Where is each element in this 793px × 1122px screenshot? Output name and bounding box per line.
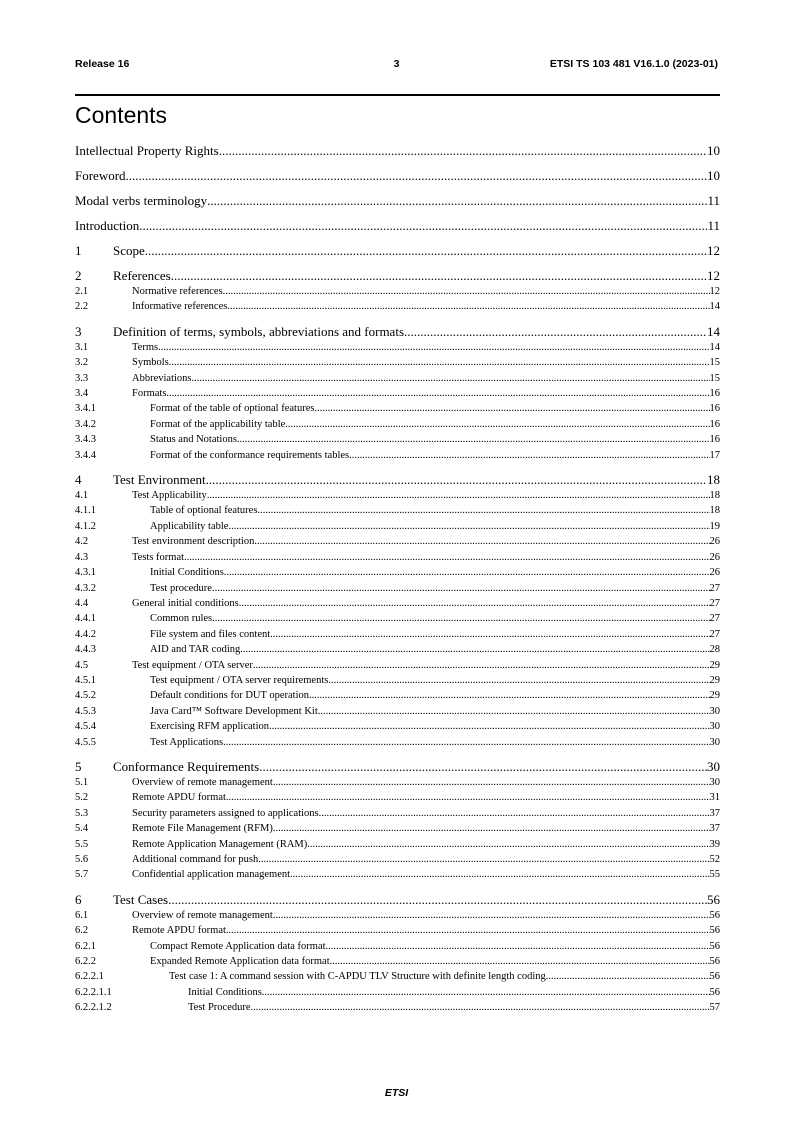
toc-entry-number: 4.1 [75, 490, 89, 502]
toc-leader-dots [319, 806, 710, 821]
table-of-contents [75, 143, 720, 1016]
toc-entry[interactable] [75, 401, 720, 416]
toc-entry-title: Format of the conformance requirements tables [150, 449, 350, 461]
toc-entry-page: 18 [709, 505, 720, 517]
toc-entry-number: 4.5 [75, 659, 89, 671]
toc-entry[interactable] [75, 448, 720, 463]
toc-entry-page: 30 [707, 758, 720, 774]
toc-entry[interactable] [75, 472, 720, 488]
toc-entry-title: General initial conditions [132, 597, 239, 609]
toc-entry-number: 6.2.1 [75, 940, 96, 952]
toc-entry-number: 6.2.2.1 [75, 971, 104, 983]
toc-entry[interactable] [75, 299, 720, 314]
toc-entry-number: 2.1 [75, 286, 89, 297]
toc-entry[interactable] [75, 168, 720, 184]
toc-entry-page: 30 [709, 776, 720, 788]
toc-entry[interactable] [75, 550, 720, 565]
toc-leader-dots [254, 534, 709, 549]
toc-entry-title: Test Procedure [188, 1002, 251, 1014]
toc-entry-page: 39 [709, 838, 720, 850]
toc-entry-number: 4.1.2 [75, 520, 96, 532]
toc-leader-dots [307, 837, 709, 852]
toc-entry-title: Abbreviations [132, 372, 192, 384]
toc-entry[interactable] [75, 939, 720, 954]
toc-entry[interactable] [75, 355, 720, 370]
toc-leader-dots [273, 821, 710, 836]
toc-entry-title: Initial Conditions [188, 986, 262, 998]
toc-leader-dots [145, 243, 707, 259]
toc-entry[interactable] [75, 611, 720, 626]
toc-entry-title: Terms [132, 341, 159, 353]
toc-leader-dots [228, 519, 709, 534]
toc-entry-page: 56 [709, 940, 720, 952]
toc-leader-dots [259, 759, 707, 775]
toc-entry[interactable] [75, 503, 720, 518]
toc-entry-page: 16 [709, 434, 720, 446]
toc-entry-page: 12 [707, 243, 720, 258]
toc-entry-number: 3.4.4 [75, 449, 96, 461]
toc-entry-title: Test equipment / OTA server [132, 659, 253, 671]
toc-entry-title: Exercising RFM application [150, 721, 269, 733]
toc-entry[interactable] [75, 386, 720, 401]
toc-entry-title: Common rules [150, 613, 213, 625]
toc-entry[interactable] [75, 658, 720, 673]
toc-entry-number: 3.4.3 [75, 434, 96, 446]
toc-entry-title: Test equipment / OTA server requirements [150, 674, 329, 686]
toc-entry-page: 56 [707, 891, 720, 907]
toc-entry-title: File system and files content [150, 628, 271, 640]
toc-entry-page: 16 [709, 418, 720, 430]
toc-entry[interactable] [75, 218, 720, 234]
toc-entry-title: Test Applications [150, 736, 224, 748]
toc-entry[interactable] [75, 596, 720, 611]
toc-entry-number: 3.4 [75, 388, 89, 400]
toc-leader-dots [309, 688, 709, 703]
toc-entry-number: 4.1.1 [75, 505, 96, 517]
toc-entry[interactable] [75, 719, 720, 734]
header-release: Release 16 [75, 58, 130, 70]
toc-entry-page: 10 [707, 143, 720, 158]
toc-entry-page: 26 [709, 567, 720, 579]
toc-entry-title: Table of optional features [150, 505, 258, 517]
toc-entry-number: 5.4 [75, 823, 89, 835]
toc-entry[interactable] [75, 1000, 720, 1015]
toc-entry-title: Test Environment [113, 472, 206, 488]
toc-entry-title: Status and Notations [150, 434, 237, 446]
toc-entry-page: 28 [709, 644, 720, 656]
toc-entry-number: 5.5 [75, 838, 89, 850]
toc-leader-dots [219, 143, 707, 159]
toc-entry[interactable] [75, 806, 720, 821]
toc-entry-title: Test Cases [113, 891, 169, 907]
toc-entry-title: References [113, 268, 171, 283]
toc-entry-number: 4.3.2 [75, 582, 96, 594]
toc-entry-title: Intellectual Property Rights [75, 143, 219, 158]
toc-entry-number: 3.1 [75, 341, 89, 353]
toc-entry-title: Java Card™ Software Development Kit [150, 705, 318, 717]
toc-entry[interactable] [75, 759, 720, 775]
toc-entry-page: 14 [707, 323, 720, 339]
toc-leader-dots [290, 867, 709, 882]
toc-entry-number: 4.5.4 [75, 721, 96, 733]
toc-leader-dots [169, 355, 710, 370]
toc-entry-title: Test procedure [150, 582, 212, 594]
toc-leader-dots [258, 852, 709, 867]
toc-entry-title: Additional command for push [132, 854, 259, 865]
toc-leader-dots [158, 340, 709, 355]
toc-entry-title: Overview of remote management [132, 909, 273, 921]
toc-leader-dots [139, 218, 707, 234]
toc-entry[interactable] [75, 324, 720, 340]
toc-entry[interactable] [75, 892, 720, 908]
toc-entry-page: 30 [709, 721, 720, 733]
toc-entry-title: Tests format [132, 551, 185, 563]
toc-entry-number: 3.2 [75, 357, 89, 369]
toc-entry-number: 4.3.1 [75, 567, 96, 579]
toc-entry-number: 4.4 [75, 597, 89, 609]
toc-entry-number: 4.2 [75, 536, 89, 548]
toc-leader-dots [192, 371, 710, 386]
toc-entry-title: Remote File Management (RFM) [132, 823, 273, 835]
toc-leader-dots [257, 503, 709, 518]
toc-entry-page: 56 [709, 986, 720, 998]
toc-entry[interactable] [75, 735, 720, 750]
toc-entry-page: 12 [707, 268, 720, 283]
toc-entry-title: Applicability table [150, 520, 229, 532]
toc-entry[interactable] [75, 985, 720, 1000]
toc-entry-page: 30 [709, 736, 720, 748]
toc-entry-title: Confidential application management [132, 869, 291, 881]
toc-entry-title: Initial Conditions [150, 567, 224, 579]
toc-entry-title: Conformance Requirements [113, 758, 260, 774]
toc-entry-page: 52 [709, 854, 720, 865]
toc-entry-page: 15 [709, 357, 720, 369]
toc-entry[interactable] [75, 969, 720, 984]
toc-entry-page: 12 [709, 286, 720, 297]
toc-entry-number: 4.5.2 [75, 690, 96, 702]
toc-entry-page: 10 [707, 168, 720, 183]
toc-entry[interactable] [75, 642, 720, 657]
toc-entry-number: 6.2.2 [75, 956, 96, 968]
footer-etsi: ETSI [384, 1087, 409, 1099]
toc-entry[interactable] [75, 821, 720, 836]
toc-entry-page: 11 [707, 193, 720, 208]
toc-entry[interactable] [75, 704, 720, 719]
toc-entry[interactable] [75, 284, 720, 299]
toc-entry-number: 3.4.1 [75, 403, 96, 415]
toc-entry-title: Informative references [132, 301, 228, 313]
toc-entry-title: Test environment description [132, 536, 255, 548]
toc-entry-title: Definition of terms, symbols, abbreviations and formats [113, 323, 405, 339]
toc-entry-page: 11 [707, 218, 720, 233]
toc-entry-number: 6 [75, 891, 82, 907]
toc-entry-title: Foreword [75, 168, 126, 183]
toc-entry[interactable] [75, 581, 720, 596]
toc-entry-page: 27 [709, 597, 720, 609]
toc-entry-page: 27 [709, 613, 720, 625]
toc-entry[interactable] [75, 627, 720, 642]
toc-entry-number: 5.3 [75, 807, 89, 819]
toc-entry-number: 6.2 [75, 925, 89, 937]
toc-leader-dots [207, 488, 710, 503]
toc-leader-dots [168, 892, 707, 908]
toc-entry-page: 29 [709, 674, 720, 686]
toc-leader-dots [206, 472, 707, 488]
toc-entry-page: 17 [709, 449, 720, 461]
toc-leader-dots [126, 168, 707, 184]
toc-entry-title: Introduction [75, 218, 140, 233]
toc-entry[interactable] [75, 775, 720, 790]
toc-entry-title: Format of the applicability table [150, 418, 286, 430]
toc-entry-page: 16 [709, 388, 720, 400]
toc-entry-title: Remote APDU format [132, 925, 226, 937]
toc-leader-dots [223, 284, 710, 299]
toc-entry-page: 27 [709, 628, 720, 640]
toc-entry-page: 30 [709, 705, 720, 717]
toc-leader-dots [239, 596, 710, 611]
toc-entry-page: 57 [709, 1002, 720, 1014]
page-title: Contents [75, 102, 168, 128]
toc-leader-dots [184, 550, 709, 565]
toc-entry-page: 37 [709, 823, 720, 835]
toc-entry[interactable] [75, 268, 720, 284]
toc-entry-number: 4.4.2 [75, 628, 96, 640]
toc-entry[interactable] [75, 908, 720, 923]
toc-leader-dots [269, 719, 710, 734]
toc-entry[interactable] [75, 867, 720, 882]
toc-leader-dots [273, 775, 710, 790]
toc-leader-dots [223, 735, 709, 750]
toc-entry-number: 6.2.2.1.1 [75, 986, 112, 998]
toc-entry-title: Default conditions for DUT operation [150, 690, 310, 702]
toc-entry[interactable] [75, 837, 720, 852]
toc-entry-page: 14 [709, 301, 720, 313]
toc-leader-dots [224, 565, 710, 580]
toc-entry-page: 18 [707, 472, 720, 488]
toc-entry-title: Symbols [132, 357, 169, 369]
toc-entry-number: 1 [75, 243, 82, 258]
toc-entry-number: 4.5.5 [75, 736, 96, 748]
toc-leader-dots [326, 939, 710, 954]
toc-leader-dots [273, 908, 710, 923]
toc-entry[interactable] [75, 534, 720, 549]
toc-entry-title: Format of the table of optional features [150, 403, 315, 415]
toc-entry-number: 5.2 [75, 792, 89, 804]
toc-leader-dots [226, 923, 710, 938]
toc-entry-title: Normative references [132, 286, 223, 297]
toc-entry-page: 56 [709, 971, 720, 983]
toc-entry-number: 4.4.1 [75, 613, 96, 625]
toc-leader-dots [546, 969, 710, 984]
toc-entry-number: 6.1 [75, 909, 89, 921]
toc-entry-page: 29 [709, 659, 720, 671]
toc-entry-title: AID and TAR coding [150, 644, 241, 656]
toc-entry-number: 4.5.3 [75, 705, 96, 717]
toc-entry-title: Formats [132, 388, 167, 400]
toc-leader-dots [318, 704, 710, 719]
toc-leader-dots [262, 985, 710, 1000]
toc-entry-title: Test case 1: A command session with C-APDU TLV Structure with definite length coding [169, 971, 546, 983]
toc-entry-number: 4.3 [75, 551, 89, 563]
toc-entry-number: 3.3 [75, 372, 89, 384]
toc-leader-dots [212, 611, 709, 626]
toc-leader-dots [226, 790, 710, 805]
toc-entry-title: Expanded Remote Application data format [150, 956, 330, 968]
toc-leader-dots [285, 417, 709, 432]
toc-entry[interactable] [75, 143, 720, 159]
toc-entry-title: Security parameters assigned to applications [132, 807, 319, 819]
toc-entry-title: Test Applicability [132, 490, 207, 502]
toc-entry-number: 6.2.2.1.2 [75, 1002, 112, 1014]
header-page-number: 3 [393, 58, 400, 70]
toc-entry-page: 56 [709, 925, 720, 937]
toc-entry[interactable] [75, 688, 720, 703]
toc-leader-dots [328, 673, 709, 688]
toc-leader-dots [349, 448, 709, 463]
header-document-id: ETSI TS 103 481 V16.1.0 (2023-01) [549, 58, 718, 70]
toc-entry-page: 19 [709, 520, 720, 532]
toc-entry[interactable] [75, 371, 720, 386]
toc-entry-page: 56 [709, 956, 720, 968]
toc-entry-page: 37 [709, 807, 720, 819]
toc-leader-dots [314, 401, 709, 416]
toc-entry-number: 3 [75, 323, 82, 339]
toc-entry-page: 31 [709, 792, 720, 804]
toc-entry[interactable] [75, 790, 720, 805]
toc-entry-page: 26 [709, 536, 720, 548]
toc-entry-number: 5.7 [75, 869, 89, 881]
toc-leader-dots [171, 268, 707, 284]
toc-entry-page: 56 [709, 909, 720, 921]
toc-leader-dots [240, 642, 709, 657]
toc-entry[interactable] [75, 852, 720, 867]
toc-entry-page: 16 [709, 403, 720, 415]
toc-leader-dots [251, 1000, 710, 1015]
toc-entry-number: 4.5.1 [75, 674, 96, 686]
toc-entry-title: Modal verbs terminology [75, 193, 208, 208]
toc-entry-number: 5.6 [75, 854, 89, 865]
toc-entry-page: 55 [709, 869, 720, 881]
toc-entry[interactable] [75, 954, 720, 969]
toc-entry-title: Scope [113, 243, 145, 258]
toc-entry-title: Remote Application Management (RAM) [132, 838, 308, 850]
toc-entry[interactable] [75, 417, 720, 432]
toc-entry[interactable] [75, 340, 720, 355]
toc-entry-title: Remote APDU format [132, 792, 226, 804]
toc-leader-dots [227, 299, 709, 314]
toc-entry[interactable] [75, 565, 720, 580]
toc-entry[interactable] [75, 673, 720, 688]
toc-entry-number: 5 [75, 758, 82, 774]
toc-leader-dots [212, 581, 710, 596]
toc-entry-page: 27 [709, 582, 720, 594]
toc-leader-dots [166, 386, 709, 401]
toc-entry-page: 29 [709, 690, 720, 702]
toc-leader-dots [270, 627, 709, 642]
toc-entry-number: 3.4.2 [75, 418, 96, 430]
toc-entry[interactable] [75, 923, 720, 938]
toc-leader-dots [207, 193, 707, 209]
toc-entry-page: 15 [709, 372, 720, 384]
toc-entry-number: 5.1 [75, 776, 89, 788]
toc-entry-title: Compact Remote Application data format [150, 940, 326, 952]
toc-entry-page: 26 [709, 551, 720, 563]
toc-leader-dots [404, 324, 707, 340]
toc-entry[interactable] [75, 243, 720, 259]
toc-entry-number: 2 [75, 268, 82, 283]
toc-entry-number: 4.4.3 [75, 644, 96, 656]
toc-entry-number: 2.2 [75, 301, 89, 313]
toc-entry[interactable] [75, 488, 720, 503]
toc-entry-page: 14 [709, 341, 720, 353]
toc-entry-number: 4 [75, 472, 82, 488]
toc-leader-dots [330, 954, 710, 969]
toc-entry[interactable] [75, 432, 720, 447]
header-rule [75, 94, 720, 96]
toc-entry[interactable] [75, 519, 720, 534]
toc-leader-dots [237, 432, 710, 447]
toc-entry-title: Overview of remote management [132, 776, 273, 788]
toc-entry-page: 18 [709, 490, 720, 502]
toc-leader-dots [253, 658, 710, 673]
toc-entry[interactable] [75, 193, 720, 209]
